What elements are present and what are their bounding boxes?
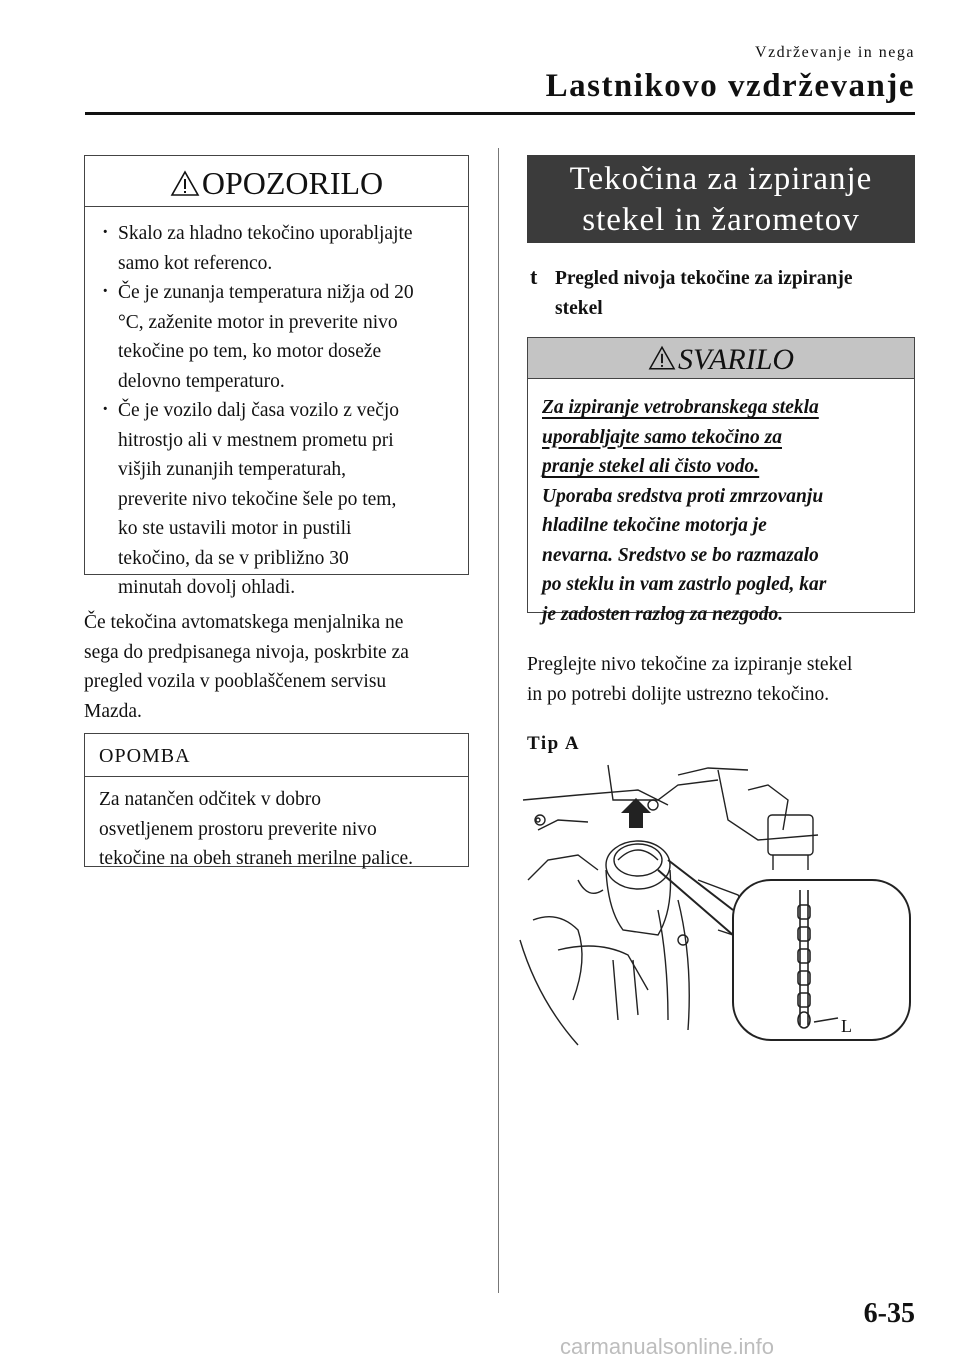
section-header: Vzdrževanje in nega [755, 44, 915, 61]
figure-label: Tip A [527, 733, 581, 754]
subsection-heading: Pregled nivoja tekočine za izpiranje stekel [555, 268, 853, 319]
caution-body: Za izpiranje vetrobranskega stekla uporabljajte samo tekočino za pranje stekel ali čisto vodo. Uporaba sredstva proti zmrzovanju hladilne tekočine motorja je nevarna. Sredstvo se bo razmazalo po steklu in vam zastrlo pogled, kar je zadosten razlog za nezgodo. [542, 397, 827, 625]
note-title: OPOMBA [85, 734, 468, 777]
page-number: 6-35 [863, 1298, 915, 1329]
subsection-marker: t [530, 264, 538, 289]
warning-title: OPOZORILO [201, 165, 384, 201]
warning-header [85, 156, 468, 207]
note-body: Za natančen odčitek v dobro osvetljenem prostoru preverite nivo tekočine na obeh straneh merilne palice. [99, 789, 414, 869]
warning-item: · Skalo za hladno tekočino uporabljajte samo kot referenco. [118, 219, 458, 278]
caution-title: SVARILO [677, 343, 795, 376]
page-title: Lastnikovo vzdrževanje [545, 68, 915, 104]
header-rule [85, 112, 915, 115]
body-paragraph: Preglejte nivo tekočine za izpiranje stekel in po potrebi dolijte ustrezno tekočino. [527, 654, 853, 705]
warning-icon [648, 345, 676, 371]
callout-label: L [841, 1016, 852, 1036]
caution-box [527, 337, 915, 625]
caution-header [528, 338, 914, 379]
note-box [84, 733, 469, 867]
up-arrow-icon [621, 798, 651, 828]
warning-item: · Če je zunanja temperatura nižja od 20 °C, zaženite motor in preverite nivo tekočine po tem, ko motor doseže delovno temperaturo. [118, 278, 458, 396]
column-divider [498, 148, 499, 1293]
section-heading: Tekočina za izpiranje stekel in žarometov [527, 155, 915, 243]
watermark: carmanualsonline.info [560, 1334, 775, 1359]
washer-reservoir-illustration [518, 760, 918, 1050]
warning-list [85, 219, 468, 603]
warning-box [84, 155, 469, 598]
warning-item: · Če je vozilo dalj časa vozilo z večjo hitrostjo ali v mestnem prometu pri višjih zunanjih temperaturah, preverite nivo tekočine šele po tem, ko ste ustavili motor in pustili tekočino, da se v približno 30 minutah dovolj ohladi. [118, 396, 458, 603]
warning-icon [170, 170, 200, 197]
body-paragraph: Če tekočina avtomatskega menjalnika ne sega do predpisanega nivoja, poskrbite za pregled vozila v pooblaščenem servisu Mazda. [84, 612, 409, 722]
